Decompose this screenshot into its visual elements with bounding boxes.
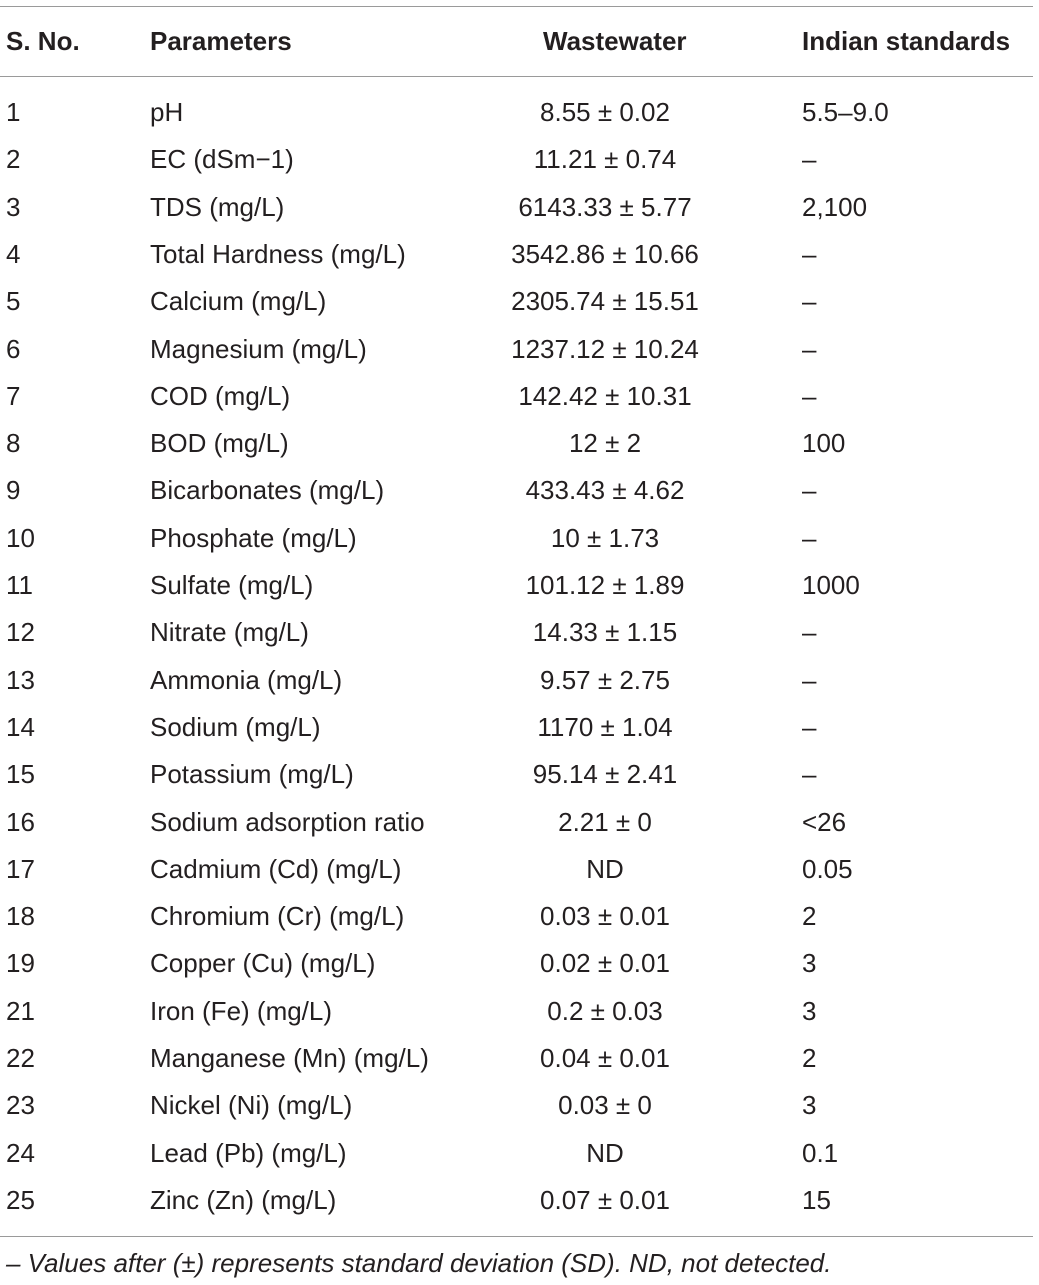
- cell-standard: –: [802, 334, 817, 364]
- cell-parameter: Iron (Fe) (mg/L): [150, 996, 333, 1026]
- cell-parameter: TDS (mg/L): [150, 192, 285, 222]
- cell-sno: 2: [6, 144, 21, 174]
- cell-standard: 1000: [802, 570, 860, 600]
- cell-parameter: Nitrate (mg/L): [150, 617, 309, 647]
- cell-standard: –: [802, 665, 817, 695]
- cell-standard: 0.1: [802, 1138, 839, 1168]
- cell-standard: –: [802, 712, 817, 742]
- cell-parameter: Ammonia (mg/L): [150, 665, 343, 695]
- cell-parameter: Sodium (mg/L): [150, 712, 321, 742]
- cell-sno: 21: [6, 996, 35, 1026]
- cell-standard: 2: [802, 1043, 817, 1073]
- cell-wastewater: 14.33 ± 1.15: [532, 617, 678, 647]
- table-footnote: – Values after (±) represents standard deviation (SD). ND, not detected.: [6, 1248, 832, 1278]
- cell-sno: 14: [6, 712, 35, 742]
- cell-parameter: Cadmium (Cd) (mg/L): [150, 854, 402, 884]
- header-indian-standards: Indian standards: [802, 26, 1011, 56]
- cell-wastewater: ND: [586, 854, 624, 884]
- cell-parameter: EC (dSm−1): [150, 144, 294, 174]
- cell-wastewater: 433.43 ± 4.62: [525, 475, 685, 505]
- cell-standard: 3: [802, 996, 817, 1026]
- cell-parameter: Sulfate (mg/L): [150, 570, 314, 600]
- cell-parameter: Chromium (Cr) (mg/L): [150, 901, 405, 931]
- cell-parameter: BOD (mg/L): [150, 428, 289, 458]
- cell-standard: –: [802, 144, 817, 174]
- cell-sno: 23: [6, 1090, 35, 1120]
- cell-parameter: COD (mg/L): [150, 381, 291, 411]
- cell-standard: <26: [802, 807, 847, 837]
- table-header-rule: [0, 76, 1033, 77]
- cell-sno: 4: [6, 239, 21, 269]
- cell-wastewater: 2305.74 ± 15.51: [511, 286, 699, 316]
- cell-sno: 12: [6, 617, 35, 647]
- cell-parameter: Zinc (Zn) (mg/L): [150, 1185, 337, 1215]
- cell-standard: 3: [802, 948, 817, 978]
- header-wastewater: Wastewater: [543, 26, 687, 56]
- cell-wastewater: 1237.12 ± 10.24: [511, 334, 699, 364]
- cell-sno: 3: [6, 192, 21, 222]
- cell-sno: 7: [6, 381, 21, 411]
- cell-standard: 5.5–9.0: [802, 97, 889, 127]
- cell-wastewater: 6143.33 ± 5.77: [518, 192, 692, 222]
- cell-parameter: Lead (Pb) (mg/L): [150, 1138, 347, 1168]
- cell-wastewater: 1170 ± 1.04: [537, 712, 673, 742]
- cell-sno: 1: [6, 97, 21, 127]
- cell-wastewater: 2.21 ± 0: [558, 807, 652, 837]
- cell-wastewater: 0.04 ± 0.01: [540, 1043, 670, 1073]
- table-bottom-rule: [0, 1236, 1033, 1237]
- header-parameters: Parameters: [150, 26, 292, 56]
- cell-wastewater: 0.02 ± 0.01: [540, 948, 670, 978]
- cell-sno: 19: [6, 948, 35, 978]
- cell-parameter: pH: [150, 97, 184, 127]
- cell-standard: 0.05: [802, 854, 853, 884]
- cell-sno: 5: [6, 286, 21, 316]
- cell-standard: –: [802, 475, 817, 505]
- cell-wastewater: 9.57 ± 2.75: [540, 665, 670, 695]
- cell-sno: 16: [6, 807, 35, 837]
- cell-sno: 10: [6, 523, 35, 553]
- cell-standard: 2,100: [802, 192, 868, 222]
- cell-wastewater: 12 ± 2: [568, 428, 642, 458]
- cell-parameter: Total Hardness (mg/L): [150, 239, 406, 269]
- cell-parameter: Calcium (mg/L): [150, 286, 327, 316]
- cell-sno: 11: [6, 570, 33, 600]
- cell-wastewater: 10 ± 1.73: [550, 523, 660, 553]
- cell-standard: –: [802, 617, 817, 647]
- cell-wastewater: 0.03 ± 0: [558, 1090, 652, 1120]
- cell-standard: –: [802, 759, 817, 789]
- cell-wastewater: 0.2 ± 0.03: [547, 996, 663, 1026]
- cell-sno: 25: [6, 1185, 35, 1215]
- cell-parameter: Phosphate (mg/L): [150, 523, 357, 553]
- cell-sno: 9: [6, 475, 21, 505]
- cell-parameter: Nickel (Ni) (mg/L): [150, 1090, 353, 1120]
- cell-standard: 2: [802, 901, 817, 931]
- cell-standard: –: [802, 381, 817, 411]
- cell-sno: 6: [6, 334, 21, 364]
- cell-standard: –: [802, 286, 817, 316]
- cell-sno: 13: [6, 665, 35, 695]
- cell-wastewater: 8.55 ± 0.02: [540, 97, 670, 127]
- table-top-rule: [0, 6, 1033, 7]
- cell-standard: 3: [802, 1090, 817, 1120]
- cell-wastewater: 95.14 ± 2.41: [532, 759, 678, 789]
- cell-parameter: Magnesium (mg/L): [150, 334, 367, 364]
- cell-sno: 24: [6, 1138, 35, 1168]
- cell-wastewater: 142.42 ± 10.31: [518, 381, 692, 411]
- cell-wastewater: 101.12 ± 1.89: [525, 570, 685, 600]
- header-sno: S. No.: [6, 26, 80, 56]
- cell-sno: 15: [6, 759, 35, 789]
- cell-standard: –: [802, 523, 817, 553]
- cell-parameter: Potassium (mg/L): [150, 759, 354, 789]
- cell-wastewater: 0.07 ± 0.01: [540, 1185, 670, 1215]
- cell-sno: 22: [6, 1043, 35, 1073]
- cell-wastewater: 0.03 ± 0.01: [540, 901, 670, 931]
- cell-wastewater: ND: [586, 1138, 624, 1168]
- cell-standard: 100: [802, 428, 846, 458]
- cell-wastewater: 11.21 ± 0.74: [533, 144, 677, 174]
- cell-parameter: Bicarbonates (mg/L): [150, 475, 385, 505]
- cell-sno: 17: [6, 854, 35, 884]
- cell-sno: 18: [6, 901, 35, 931]
- cell-parameter: Sodium adsorption ratio: [150, 807, 425, 837]
- cell-sno: 8: [6, 428, 21, 458]
- cell-standard: 15: [802, 1185, 831, 1215]
- cell-parameter: Manganese (Mn) (mg/L): [150, 1043, 429, 1073]
- cell-wastewater: 3542.86 ± 10.66: [511, 239, 699, 269]
- cell-parameter: Copper (Cu) (mg/L): [150, 948, 376, 978]
- cell-standard: –: [802, 239, 817, 269]
